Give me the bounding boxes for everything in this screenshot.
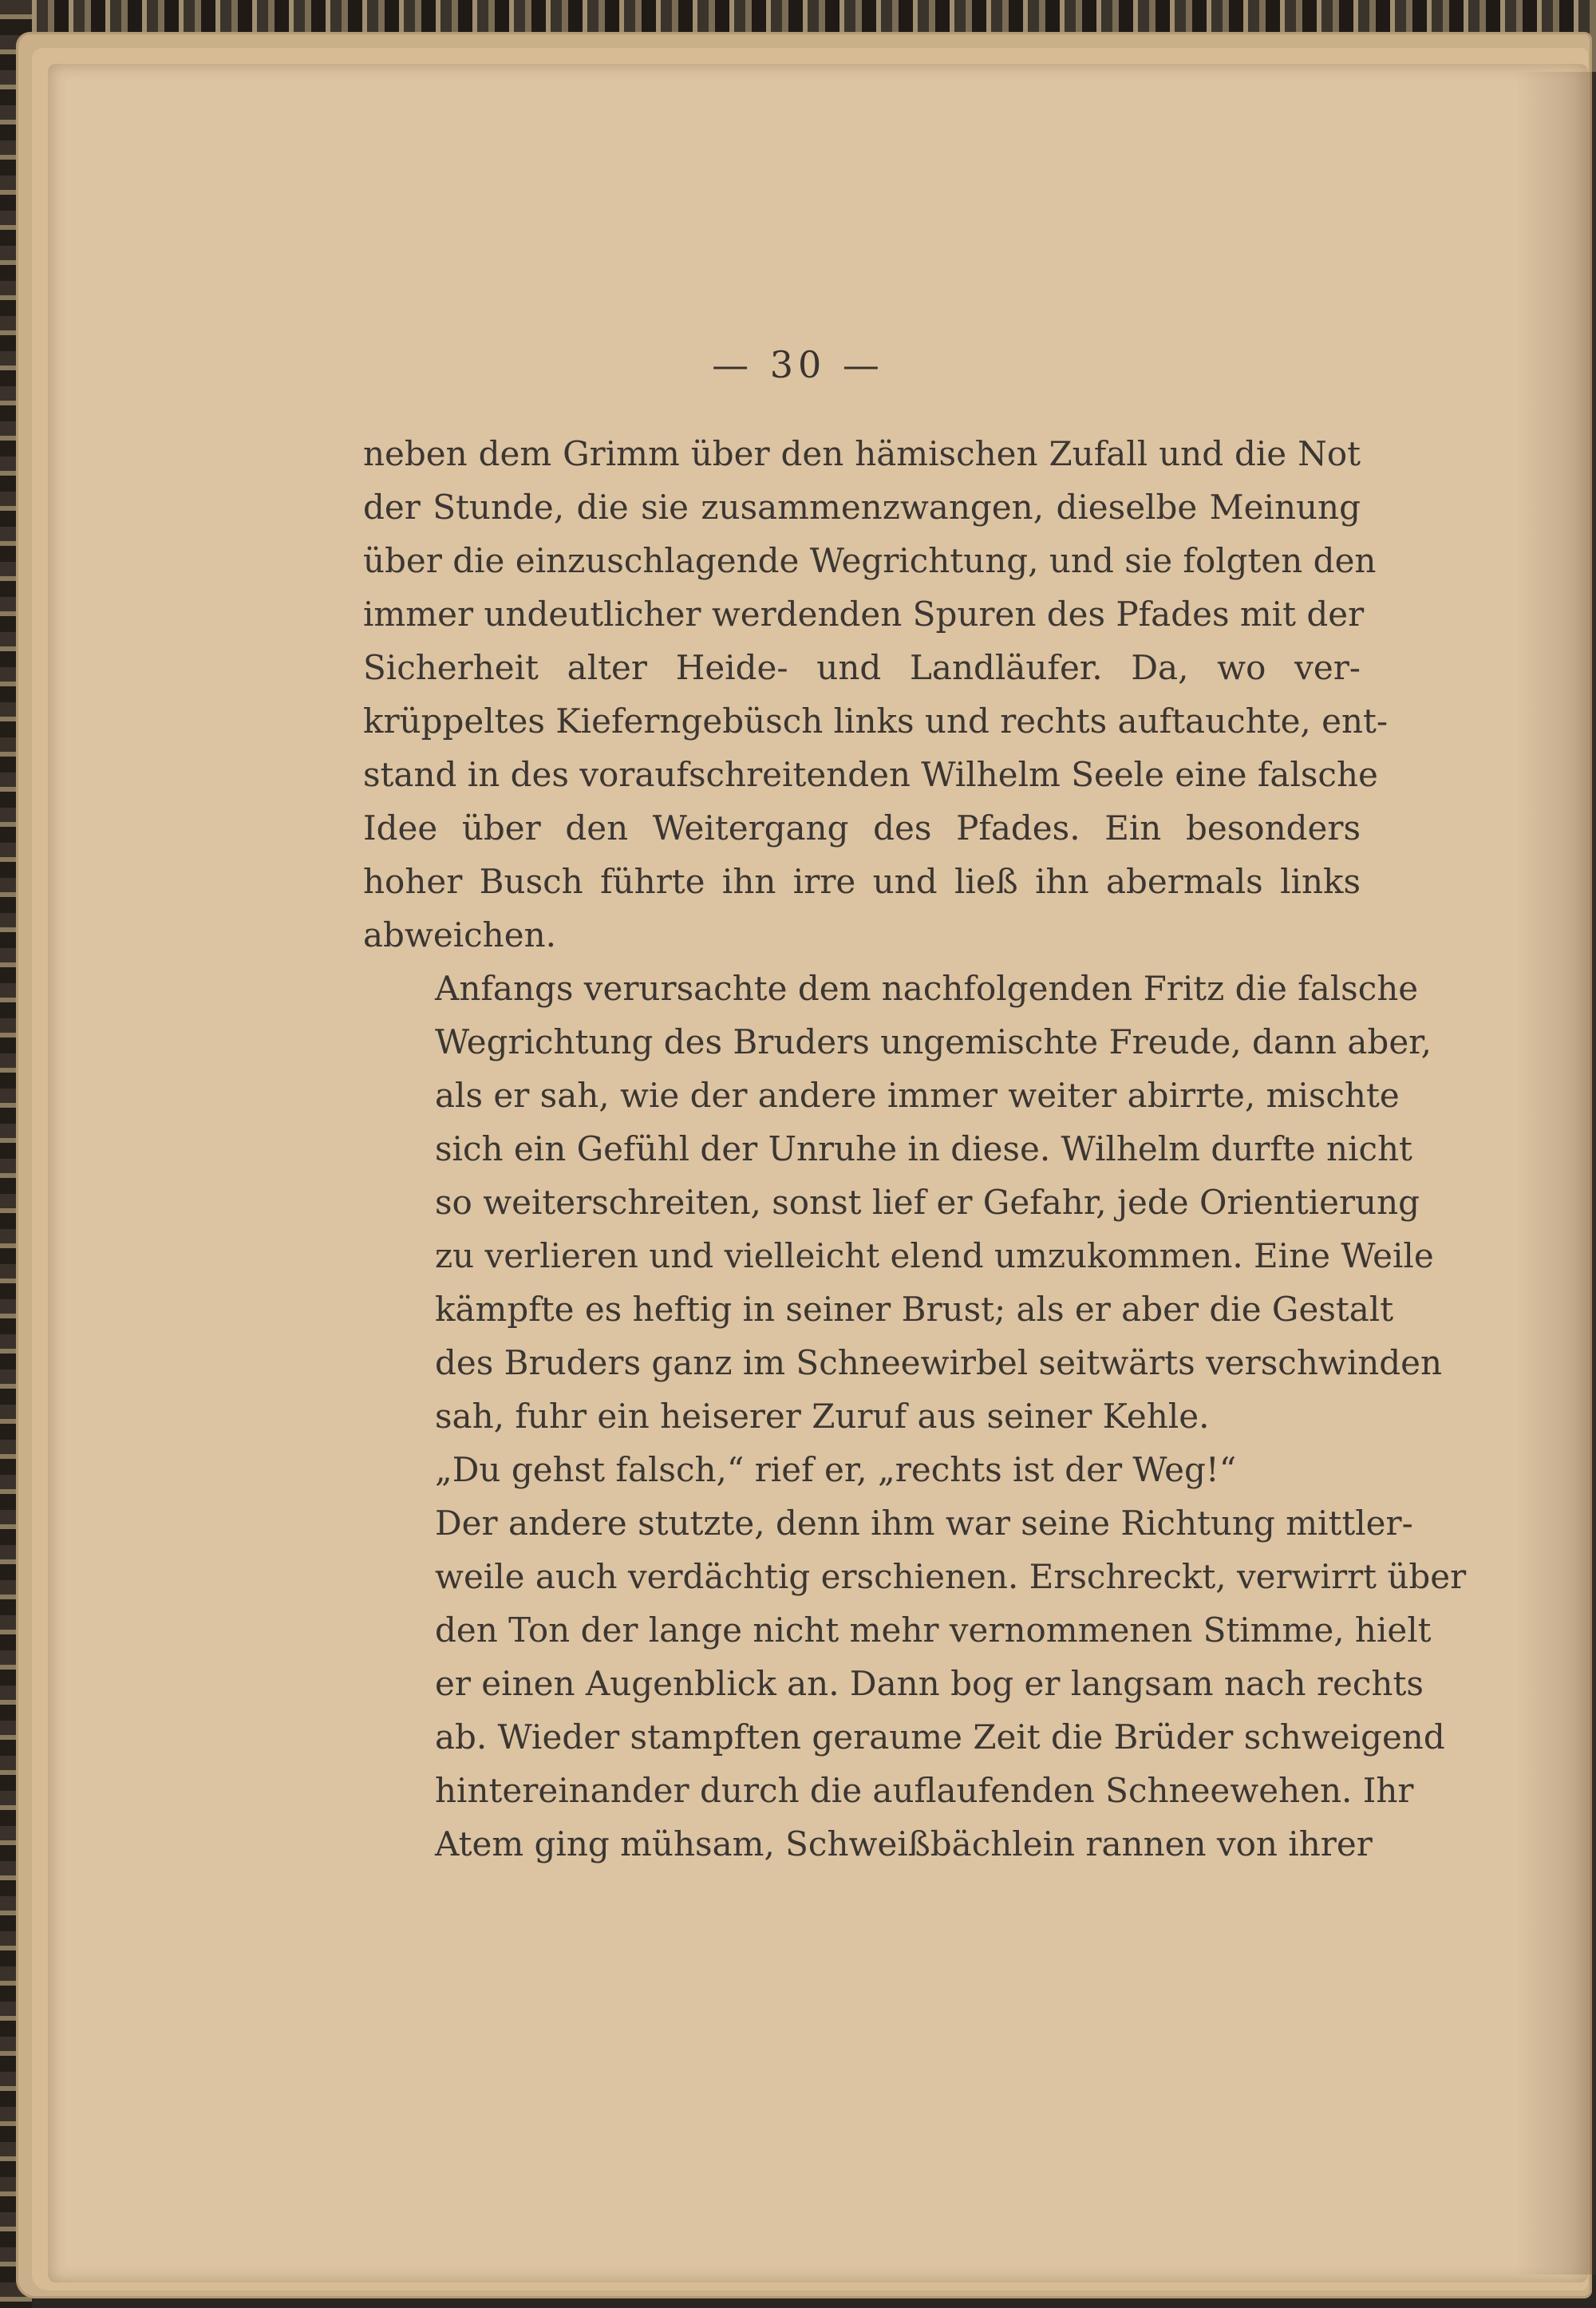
text-line: immer undeutlicher werdenden Spuren des Pfades mit der [363,595,1365,634]
text-line: Idee über den Weitergang des Pfades. Ein besonders [363,808,1361,848]
text-line: hintereinander durch die auflaufenden Schneewehen. Ihr [435,1771,1414,1810]
text-line: Sicherheit alter Heide- und Landläufer. Da, wo ver- [363,648,1361,687]
paragraph-2 [363,962,1443,1443]
body-text [363,427,1467,1871]
text-line: hoher Busch führte ihn irre und ließ ihn abermals links [363,862,1361,901]
paragraph-3 [363,1443,1361,1496]
text-line: sah, fuhr ein heiserer Zuruf aus seiner Kehle. [435,1397,1210,1436]
text-line: Wegrichtung des Bruders ungemischte Freude, dann aber, [435,1022,1432,1061]
text-line: stand in des voraufschreitenden Wilhelm Seele eine falsche [363,755,1378,794]
text-line: krüppeltes Kieferngebüsch links und rechts auftauchte, ent- [363,701,1389,741]
text-line: über die einzuschlagende Wegrichtung, und sie folgten den [363,541,1377,580]
text-line: er einen Augenblick an. Dann bog er langsam nach rechts [435,1664,1424,1703]
paragraph-4 [363,1496,1467,1871]
text-line: abweichen. [363,915,556,954]
page-number: — 30 — [712,343,884,386]
text-line: Der andere stutzte, denn ihm war seine Richtung mittler- [435,1504,1413,1543]
text-line: neben dem Grimm über den hämischen Zufall und die Not [363,434,1361,473]
text-line: den Ton der lange nicht mehr vernommenen Stimme, hielt [435,1610,1432,1650]
text-line: der Stunde, die sie zusammenzwangen, dieselbe Meinung [363,488,1361,527]
text-line: als er sah, wie der andere immer weiter abirrte, mischte [435,1076,1400,1115]
text-line: des Bruders ganz im Schneewirbel seitwärts verschwinden [435,1343,1443,1382]
text-line: kämpfte es heftig in seiner Brust; als er aber die Gestalt [435,1290,1394,1329]
paragraph-1 [363,427,1389,962]
text-line: sich ein Gefühl der Unruhe in diese. Wilhelm durfte nicht [435,1129,1412,1168]
text-line: ab. Wieder stampften geraume Zeit die Brüder schweigend [435,1717,1445,1757]
text-line: „Du gehst falsch,“ rief er, „rechts ist der Weg!“ [435,1450,1237,1489]
text-line: Anfangs verursachte dem nachfolgenden Fritz die falsche [435,969,1419,1008]
text-line: Atem ging mühsam, Schweißbächlein rannen von ihrer [435,1824,1373,1863]
text-line: so weiterschreiten, sonst lief er Gefahr, jede Orientierung [435,1183,1420,1222]
text-line: zu verlieren und vielleicht elend umzukommen. Eine Weile [435,1236,1434,1275]
page-gutter-shadow [1516,72,1596,2274]
text-line: weile auch verdächtig erschienen. Erschreckt, verwirrt über [435,1557,1467,1596]
